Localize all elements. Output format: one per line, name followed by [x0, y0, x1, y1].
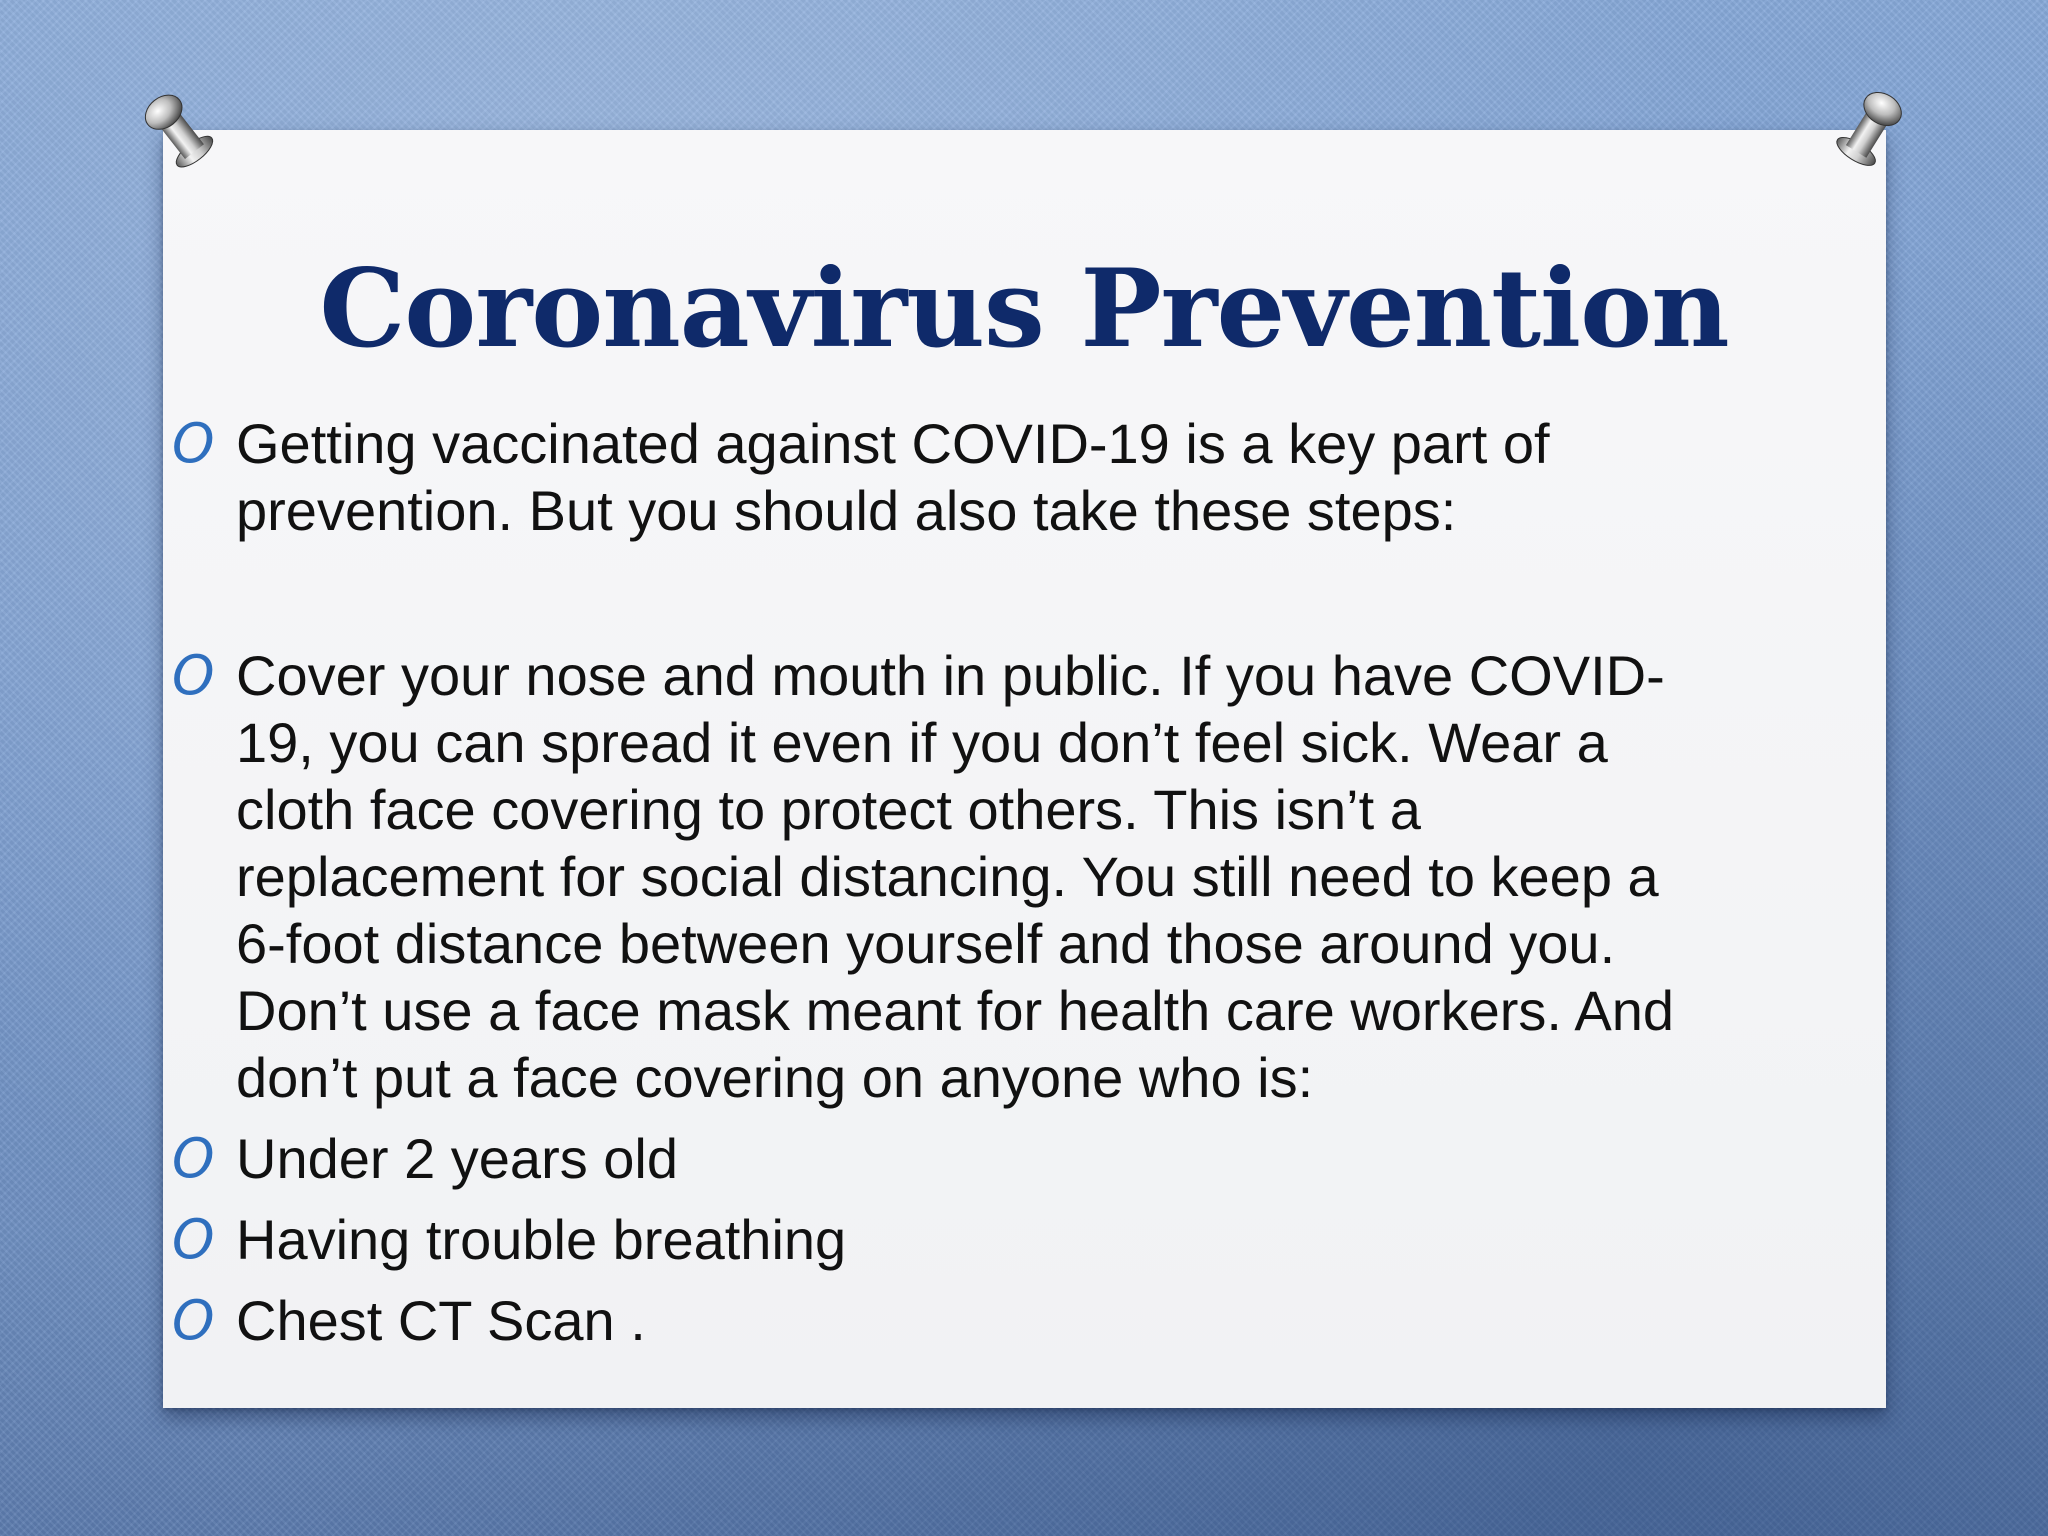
- bullet-line: Under 2 years old: [236, 1127, 679, 1190]
- bullet-item: [172, 410, 1872, 544]
- bullet-line: don’t put a face covering on anyone who is:: [236, 1046, 1314, 1109]
- bullet-list: [172, 410, 1872, 1354]
- bullet-item: [172, 1206, 1872, 1273]
- bullet-item: [172, 1125, 1872, 1192]
- slide-title: Coronavirus Prevention: [319, 246, 1729, 372]
- bullet-marker-icon: O: [172, 1127, 215, 1190]
- bullet-line: Chest CT Scan .: [236, 1289, 646, 1352]
- bullet-item: [172, 642, 1872, 1111]
- bullet-line: 19, you can spread it even if you don’t feel sick. Wear a: [236, 711, 1608, 774]
- bullet-line: cloth face covering to protect others. This isn’t a: [236, 778, 1421, 841]
- bullet-line: replacement for social distancing. You still need to keep a: [236, 845, 1659, 908]
- bullet-line: Having trouble breathing: [236, 1208, 847, 1271]
- bullet-marker-icon: O: [172, 1289, 215, 1352]
- bullet-line: Getting vaccinated against COVID-19 is a key part of: [236, 412, 1550, 475]
- bullet-item: [172, 1287, 1872, 1354]
- bullet-line: 6-foot distance between yourself and those around you.: [236, 912, 1616, 975]
- bullet-line: Cover your nose and mouth in public. If you have COVID-: [236, 644, 1665, 707]
- bullet-marker-icon: O: [172, 412, 215, 475]
- bullet-marker-icon: O: [172, 1208, 215, 1271]
- bullet-line: Don’t use a face mask meant for health care workers. And: [236, 979, 1675, 1042]
- bullet-marker-icon: O: [172, 644, 215, 707]
- bullet-line: prevention. But you should also take these steps:: [236, 479, 1457, 542]
